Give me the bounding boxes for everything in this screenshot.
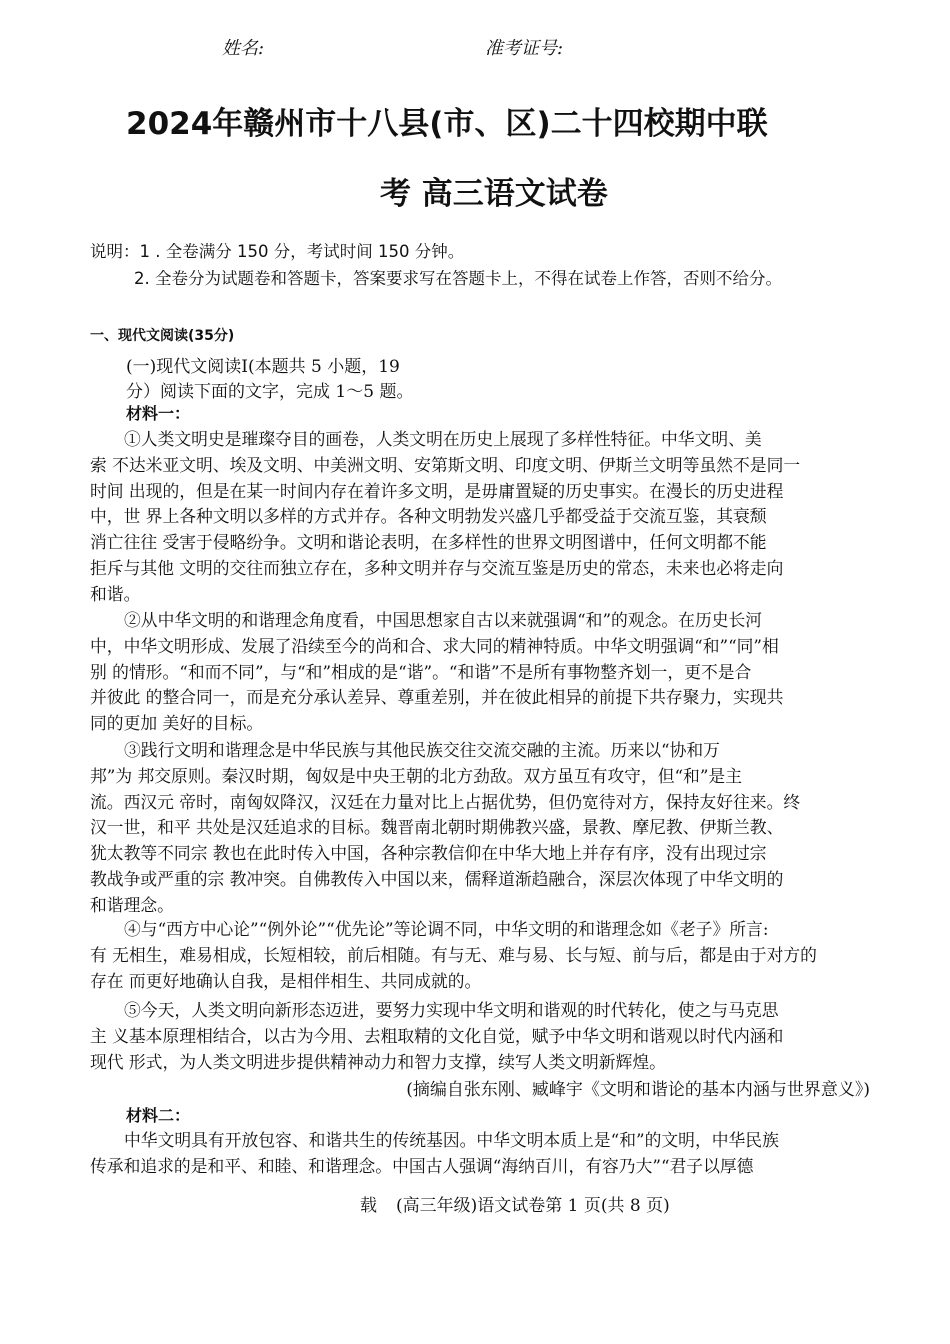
text-line: 有 无相生，难易相成，长短相较，前后相随。有与无、难与易、长与短、前与后，都是由于对方的: [90, 944, 817, 965]
text-line: 中，中华文明形成、发展了沿续至今的尚和合、求大同的精神特质。中华文明强调“和”“同”相: [90, 635, 779, 656]
text-line: 流。西汉元 帝时，南匈奴降汉，汉廷在力量对比上占据优势，但仍宽待对方，保持友好往来。终: [90, 791, 801, 812]
text-line: 犹太教等不同宗 教也在此时传入中国，各种宗教信仰在中华大地上并存有序，没有出现过宗: [90, 843, 767, 864]
section-heading: 一、现代文阅读(35分): [90, 328, 235, 344]
material-two-label: 材料二：: [126, 1106, 191, 1125]
section-sub-line-1: (一)现代文阅读Ⅰ(本题共 5 小题，19: [126, 357, 400, 377]
text-line: 和谐理念。: [90, 894, 174, 915]
text-line: 索 不达米亚文明、埃及文明、中美洲文明、安第斯文明、印度文明、伊斯兰文明等虽然不是同一: [90, 454, 801, 475]
paragraph-2: [90, 608, 862, 737]
paragraph-4: [90, 917, 862, 994]
text-line: ①人类文明史是璀璨夺目的画卷，人类文明在历史上展现了多样性特征。中华文明、美: [124, 429, 762, 449]
text-line: 和谐。: [90, 583, 141, 604]
name-label: 姓名:: [222, 38, 265, 59]
section-sub-line-2: 分）阅读下面的文字，完成 1～5 题。: [126, 382, 414, 402]
text-line: ③践行文明和谐理念是中华民族与其他民族交往交流交融的主流。历来以“协和万: [124, 740, 720, 760]
text-line: ②从中华文明的和谐理念角度看，中国思想家自古以来就强调“和”的观念。在历史长河: [124, 610, 763, 630]
page-footer: (高三年级)语文试卷第 1 页(共 8 页): [396, 1196, 670, 1216]
text-line: 存在 而更好地确认自我，是相伴相生、共同成就的。: [90, 970, 482, 991]
text-line: 同的更加 美好的目标。: [90, 713, 264, 734]
paragraph-m2-last-char: 载: [360, 1196, 377, 1216]
instructions-line-1: 说明：1 . 全卷满分 150 分，考试时间 150 分钟。: [90, 242, 465, 261]
source-citation: (摘编自张东刚、臧峰宇《文明和谐论的基本内涵与世界意义》): [406, 1080, 870, 1100]
text-line: 邦”为 邦交原则。秦汉时期，匈奴是中央王朝的北方劲敌。双方虽互有攻守，但“和”是主: [90, 765, 742, 786]
page-title: 2024年赣州市十八县(市、区)二十四校期中联: [126, 106, 768, 142]
text-line: 并彼此 的整合同一，而是充分承认差异、尊重差别，并在彼此相异的前提下共存聚力，实现共: [90, 687, 784, 708]
text-line: 别 的情形。“和而不同”，与“和”相成的是“谐”。“和谐”不是所有事物整齐划一，更不是合: [90, 661, 752, 682]
text-line: 主 义基本原理相结合，以古为今用、去粗取精的文化自觉，赋予中华文明和谐观以时代内涵和: [90, 1025, 784, 1046]
paragraph-1: [90, 427, 862, 608]
text-line: 传承和追求的是和平、和睦、和谐理念。中国古人强调“海纳百川，有容乃大”“君子以厚德: [90, 1155, 754, 1176]
text-line: 中华文明具有开放包容、和谐共生的传统基因。中华文明本质上是“和”的文明，中华民族: [124, 1130, 779, 1150]
text-line: ⑤今天，人类文明向新形态迈进，要努力实现中华文明和谐观的时代转化，使之与马克思: [124, 1000, 779, 1020]
text-line: 拒斥与其他 文明的交往而独立存在，多种文明并存与交流互鉴是历史的常态，未来也必将走向: [90, 557, 784, 578]
text-line: 教战争或严重的宗 教冲突。自佛教传入中国以来，儒释道渐趋融合，深层次体现了中华文明的: [90, 868, 784, 889]
paragraph-5: [90, 998, 862, 1075]
text-line: 汉一世，和平 共处是汉廷追求的目标。魏晋南北朝时期佛教兴盛，景教、摩尼教、伊斯兰教、: [90, 817, 784, 838]
text-line: ④与“西方中心论”“例外论”“优先论”等论调不同，中华文明的和谐理念如《老子》所言:: [124, 919, 769, 939]
text-line: 时间 出现的，但是在某一时间内存在着许多文明，是毋庸置疑的历史事实。在漫长的历史进程: [90, 480, 784, 501]
paragraph-m2: [90, 1128, 862, 1180]
page-subtitle: 考 高三语文试卷: [380, 176, 608, 212]
text-line: 中，世 界上各种文明以多样的方式并存。各种文明勃发兴盛几乎都受益于交流互鉴，其衰颓: [90, 506, 767, 527]
text-line: 现代 形式，为人类文明进步提供精神动力和智力支撑，续写人类文明新辉煌。: [90, 1051, 666, 1072]
material-one-label: 材料一：: [126, 404, 191, 423]
instructions-line-2: 2. 全卷分为试题卷和答题卡，答案要求写在答题卡上，不得在试卷上作答，否则不给分。: [134, 269, 782, 288]
text-line: 消亡往往 受害于侵略纷争。文明和谐论表明，在多样性的世界文明图谱中，任何文明都不能: [90, 532, 767, 553]
paragraph-3: [90, 738, 862, 919]
exam-id-label: 准考证号:: [485, 38, 564, 59]
